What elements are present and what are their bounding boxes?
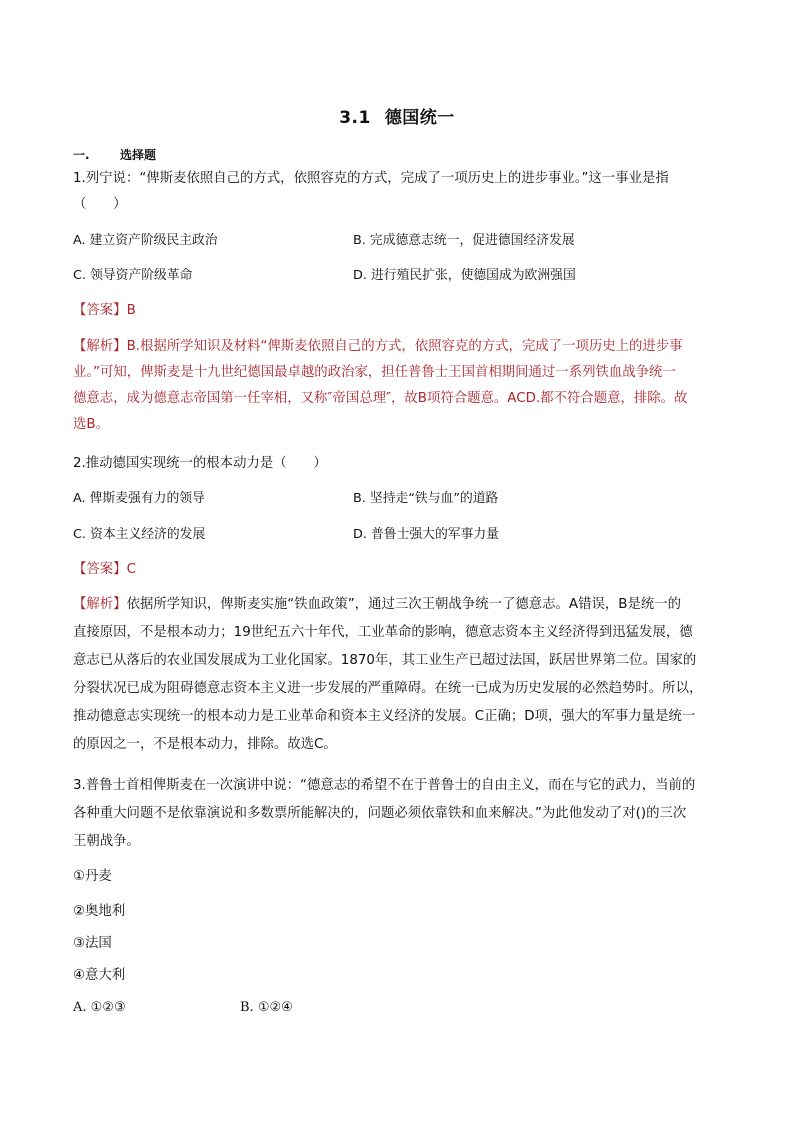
q2-option-c: C. 资本主义经济的发展	[73, 527, 206, 542]
q3-item-1: ①丹麦	[73, 869, 112, 884]
q1-analysis-label: 【解析】	[73, 339, 127, 354]
q2-analysis-label: 【解析】	[73, 597, 127, 612]
q1-stem-line-1: 1.列宁说：“俾斯麦依照自己的方式，依照容克的方式，完成了一项历史上的进步事业。”这一事业是指	[73, 171, 669, 186]
q3-option-a: A. ①②③	[73, 1000, 126, 1015]
q2-analysis-line-6: 的原因之一，不是根本动力，排除。故选C。	[73, 737, 337, 752]
q3-item-2: ②奥地利	[73, 904, 126, 919]
q3-stem-line-1: 3.普鲁士首相俾斯麦在一次演讲中说：“德意志的希望不在于普鲁士的自由主义，而在与它的武力，当前的	[73, 778, 696, 793]
q1-analysis-text-1: B.根据所学知识及材料“俾斯麦依照自己的方式，依照容克的方式，完成了一项历史上的进步事	[126, 339, 683, 354]
q1-option-d: D. 进行殖民扩张，使德国成为欧洲强国	[353, 268, 576, 283]
q1-analysis-line-4: 选B。	[73, 417, 109, 432]
q2-analysis-line-1	[73, 596, 723, 614]
q2-stem-line-1: 2.推动德国实现统一的根本动力是（ ）	[73, 456, 327, 471]
q1-analysis-line-3: 德意志，成为德意志帝国第一任宰相，又称″帝国总理″，故B项符合题意。ACD.都不符合题意，排除。故	[73, 391, 688, 406]
q2-analysis-text-1: 依据所学知识，俾斯麦实施“铁血政策”，通过三次王朝战争统一了德意志。A错误，B是统一的	[126, 597, 682, 612]
q1-answer-label: 【答案】	[73, 303, 127, 318]
q1-analysis-line-1	[73, 338, 723, 356]
q2-analysis-line-2: 直接原因，不是根本动力；19世纪五六十年代，工业革命的影响，德意志资本主义经济得到迅猛发展，德	[73, 625, 693, 640]
q1-answer	[73, 302, 136, 320]
q1-analysis-line-2: 业。”可知，俾斯麦是十九世纪德国最卓越的政治家，担任普鲁士王国首相期间通过一系列铁血战争统一	[73, 365, 676, 380]
q3-item-3: ③法国	[73, 936, 112, 951]
page-title	[0, 103, 794, 128]
q1-answer-value: B	[126, 303, 136, 318]
q2-analysis-line-5: 推动德意志实现统一的根本动力是工业革命和资本主义经济的发展。C正确；D项，强大的军事力量是统一	[73, 709, 696, 724]
q2-analysis-line-3: 意志已从落后的农业国发展成为工业化国家。1870年，其工业生产已超过法国，跃居世界第二位。国家的	[73, 653, 697, 668]
section-index: 一.	[73, 148, 90, 162]
q2-answer	[73, 561, 136, 579]
q3-item-4: ④意大利	[73, 968, 126, 983]
q2-option-d: D. 普鲁士强大的军事力量	[353, 527, 499, 542]
q3-stem-line-3: 王朝战争。	[73, 834, 140, 849]
q2-answer-label: 【答案】	[73, 562, 127, 577]
q2-option-b: B. 坚持走“铁与血”的道路	[353, 491, 499, 506]
title-text: 德国统一	[384, 108, 455, 128]
q1-option-a: A. 建立资产阶级民主政治	[73, 233, 218, 248]
title-number: 3.1	[339, 108, 371, 128]
q3-option-b: B. ①②④	[240, 1000, 293, 1015]
q1-stem-line-2: （ ）	[73, 197, 127, 212]
q1-option-c: C. 领导资产阶级革命	[73, 268, 193, 283]
section-label: 选择题	[120, 148, 157, 162]
q1-option-b: B. 完成德意志统一，促进德国经济发展	[353, 233, 575, 248]
q2-answer-value: C	[126, 562, 136, 577]
q2-option-a: A. 俾斯麦强有力的领导	[73, 491, 205, 506]
q3-stem-line-2: 各种重大问题不是依靠演说和多数票所能解决的，问题必须依靠铁和血来解决。”为此他发动了对()的三次	[73, 806, 687, 821]
section-heading	[73, 146, 156, 163]
q2-analysis-line-4: 分裂状况已成为阻碍德意志资本主义进一步发展的严重障碍。在统一已成为历史发展的必然趋势时。所以，	[73, 681, 703, 696]
